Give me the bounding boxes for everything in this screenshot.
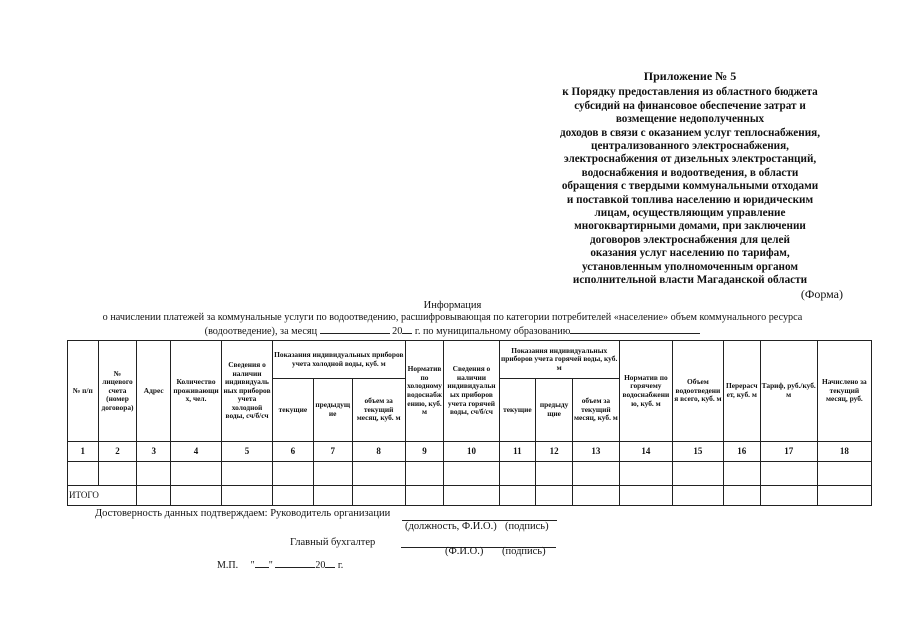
column-numbers-row	[68, 442, 872, 462]
header-account: № лицевого счета (номер договора)	[98, 341, 137, 442]
header-cold-volume: объем за текущий месяц, куб. м	[352, 379, 405, 442]
table-cell[interactable]	[405, 486, 444, 506]
column-number: 9	[405, 442, 444, 462]
signature-caption-2: (подпись)	[502, 546, 546, 557]
appendix-heading	[520, 70, 860, 288]
appendix-line: исполнительной власти Магаданской области	[572, 274, 808, 287]
table-cell[interactable]	[313, 462, 352, 486]
appendix-line: лицам, осуществляющим управление	[594, 207, 786, 220]
column-number: 13	[572, 442, 619, 462]
column-number: 10	[444, 442, 499, 462]
column-number: 7	[313, 442, 352, 462]
header-cold-meter-info: Сведения о наличии индивидуальных приборов учета холодной воды, сч/б/сч	[222, 341, 273, 442]
appendix-title: Приложение № 5	[643, 69, 737, 83]
column-number: 12	[536, 442, 573, 462]
header-drainage-volume: Объем водоотведения всего, куб. м	[672, 341, 723, 442]
appendix-line: оказания услуг населению по тарифам,	[590, 247, 790, 260]
appendix-line: возмещение недополученных	[615, 113, 765, 126]
header-hot-norm: Норматив по горячему водоснабжению, куб. м	[619, 341, 672, 442]
table-cell[interactable]	[572, 462, 619, 486]
date-suffix: г.	[337, 560, 344, 571]
day-blank[interactable]	[255, 558, 269, 568]
fio-caption: (Ф.И.О.)	[445, 546, 484, 557]
table-cell[interactable]	[98, 462, 137, 486]
header-tariff: Тариф, руб./куб. м	[760, 341, 817, 442]
table-cell[interactable]	[723, 486, 760, 506]
confirmation-text: Достоверность данных подтверждаем: Руководитель организации	[95, 508, 391, 519]
appendix-line: доходов в связи с оказанием услуг теплоснабжения,	[559, 126, 821, 139]
info-line-2-start: (водоотведение), за месяц	[204, 326, 318, 337]
table-cell[interactable]	[536, 486, 573, 506]
date-quote-open: "	[250, 560, 255, 571]
appendix-line: и поставкой топлива населению и юридическим	[566, 193, 814, 206]
header-hot-previous: предыдущие	[536, 379, 573, 442]
header-recalculation: Перерасчет, куб. м	[723, 341, 760, 442]
column-number: 2	[98, 442, 137, 462]
header-cold-previous: предыдущие	[313, 379, 352, 442]
header-cold-norm: Норматив по холодному водоснабжению, куб. м	[405, 341, 444, 442]
header-accrued: Начислено за текущий месяц, руб.	[817, 341, 871, 442]
appendix-line: электроснабжения от дизельных электростанций,	[563, 153, 817, 166]
header-hot-current: текущие	[499, 379, 536, 442]
column-number: 3	[137, 442, 171, 462]
table-cell[interactable]	[137, 462, 171, 486]
accountant-label: Главный бухгалтер	[290, 537, 376, 548]
appendix-line: субсидий на финансовое обеспечение затрат и	[574, 99, 806, 112]
info-title: Информация	[423, 300, 482, 311]
table-cell[interactable]	[68, 462, 99, 486]
table-cell[interactable]	[672, 486, 723, 506]
appendix-line: к Порядку предоставления из областного бюджета	[562, 86, 818, 99]
table-cell[interactable]	[313, 486, 352, 506]
table-cell[interactable]	[817, 486, 871, 506]
seal-and-date	[217, 558, 343, 571]
appendix-line: многоквартирными домами, при заключении	[574, 220, 806, 233]
table-cell[interactable]	[723, 462, 760, 486]
column-number: 11	[499, 442, 536, 462]
header-residents: Количество проживающих, чел.	[171, 341, 222, 442]
month-blank[interactable]	[320, 324, 390, 334]
table-cell[interactable]	[536, 462, 573, 486]
column-number: 16	[723, 442, 760, 462]
table-cell[interactable]	[273, 462, 314, 486]
table-cell[interactable]	[760, 462, 817, 486]
table-cell[interactable]	[352, 486, 405, 506]
info-year-prefix: 20	[392, 326, 403, 337]
table-cell[interactable]	[444, 462, 499, 486]
table-cell[interactable]	[222, 486, 273, 506]
info-line-1: о начислении платежей за коммунальные услуги по водоотведению, расшифровывающая по категории потребителей «население» объем коммунального ресурса	[102, 312, 803, 323]
header-address: Адрес	[137, 341, 171, 442]
table-cell[interactable]	[222, 462, 273, 486]
municipality-blank[interactable]	[570, 324, 700, 334]
column-number: 18	[817, 442, 871, 462]
table-cell[interactable]	[352, 462, 405, 486]
table-cell[interactable]	[499, 462, 536, 486]
column-number: 17	[760, 442, 817, 462]
table-cell[interactable]	[444, 486, 499, 506]
header-hot-readings-group: Показания индивидуальных приборов учета горячей воды, куб. м	[499, 341, 619, 379]
total-row	[68, 486, 872, 506]
table-cell[interactable]	[817, 462, 871, 486]
table-cell[interactable]	[499, 486, 536, 506]
column-number: 15	[672, 442, 723, 462]
column-number: 5	[222, 442, 273, 462]
table-cell[interactable]	[572, 486, 619, 506]
info-line-2	[0, 324, 905, 337]
header-hot-volume: объем за текущий месяц, куб. м	[572, 379, 619, 442]
signature-caption: (подпись)	[505, 521, 549, 532]
table-cell[interactable]	[273, 486, 314, 506]
header-cold-readings-group: Показания индивидуальных приборов учета холодной воды, куб. м	[273, 341, 406, 379]
accruals-table	[67, 340, 872, 506]
header-number: № п/п	[68, 341, 99, 442]
seal-label: М.П.	[217, 560, 239, 571]
date-year-blank[interactable]	[325, 558, 335, 568]
table-cell[interactable]	[760, 486, 817, 506]
table-cell[interactable]	[171, 462, 222, 486]
appendix-line: водоснабжения и водоотведения, в области	[581, 166, 799, 179]
table-cell[interactable]	[405, 462, 444, 486]
total-label: ИТОГО	[68, 486, 137, 506]
info-line-2-end: г. по муниципальному образованию	[414, 326, 571, 337]
position-caption: (должность, Ф.И.О.)	[405, 521, 497, 532]
appendix-line: установленным уполномоченным органом	[581, 260, 798, 273]
column-number: 14	[619, 442, 672, 462]
date-month-blank[interactable]	[275, 558, 315, 568]
column-number: 6	[273, 442, 314, 462]
table-cell[interactable]	[171, 486, 222, 506]
column-number: 4	[171, 442, 222, 462]
year-blank[interactable]	[402, 324, 412, 334]
form-label: (Форма)	[800, 287, 843, 301]
table-cell[interactable]	[672, 462, 723, 486]
appendix-line: обращения с твердыми коммунальными отходами	[561, 180, 819, 193]
table-cell[interactable]	[619, 462, 672, 486]
header-cold-current: текущие	[273, 379, 314, 442]
appendix-line: централизованного электроснабжения,	[591, 140, 789, 153]
appendix-line: договоров электроснабжения для целей	[590, 233, 790, 246]
table-cell[interactable]	[137, 486, 171, 506]
column-number: 1	[68, 442, 99, 462]
table-cell[interactable]	[619, 486, 672, 506]
date-quote-close: "	[268, 560, 273, 571]
date-year: 20	[315, 560, 326, 571]
column-number: 8	[352, 442, 405, 462]
header-hot-meter-info: Сведения о наличии индивидуальных приборов учета горячей воды, сч/б/сч	[444, 341, 499, 442]
table-row	[68, 462, 872, 486]
